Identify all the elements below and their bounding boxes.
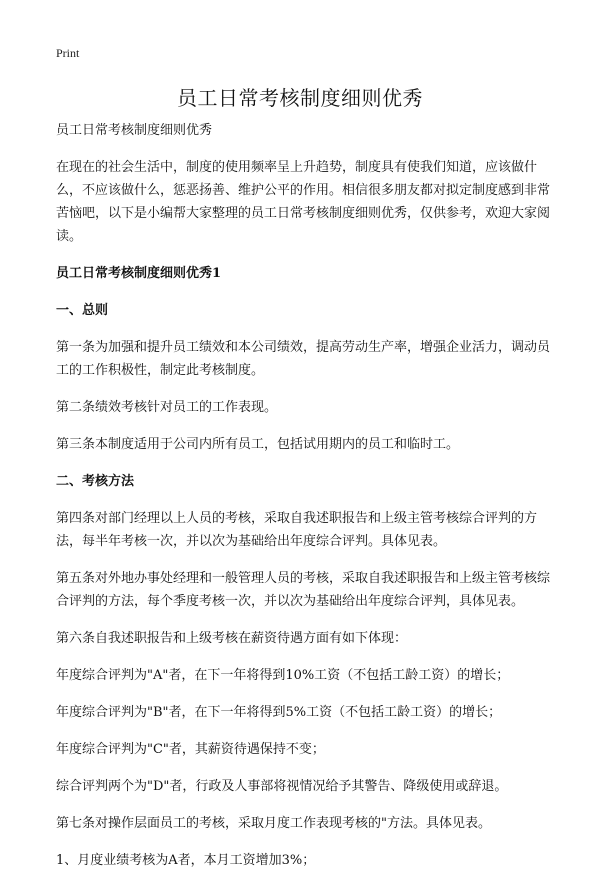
document-subtitle: 员工日常考核制度细则优秀 xyxy=(56,123,213,138)
rule-b: 年度综合评判为"B"者，在下一年将得到5%工资（不包括工龄工资）的增长； xyxy=(56,705,502,720)
part2-heading: 二、考核方法 xyxy=(56,474,135,489)
document-content xyxy=(56,119,552,886)
item-1: 1、月度业绩考核为A者，本月工资增加3%； xyxy=(56,853,316,868)
article-2: 第二条绩效考核针对员工的工作表现。 xyxy=(56,400,278,415)
article-6: 第六条自我述职报告和上级考核在薪资待遇方面有如下体现： xyxy=(56,631,408,646)
article-3: 第三条本制度适用于公司内所有员工，包括试用期内的员工和临时工。 xyxy=(56,437,460,452)
article-4: 第四条对部门经理以上人员的考核，采取自我述职报告和上级主管考核综合评判的方法，每半年考核一次，并以次为基础给出年度综合评判。具体见表。 xyxy=(56,511,538,549)
intro-paragraph: 在现在的社会生活中，制度的使用频率呈上升趋势，制度具有使我们知道，应该做什么，不应该做什么，惩恶扬善、维护公平的作用。相信很多朋友都对拟定制度感到非常苦恼吧，以下是小编帮大家整理的员工日常考核制度细则优秀，仅供参考，欢迎大家阅读。 xyxy=(56,160,551,244)
rule-a: 年度综合评判为"A"者，在下一年将得到10%工资（不包括工龄工资）的增长； xyxy=(56,668,510,683)
rule-d: 综合评判两个为"D"者，行政及人事部将视情况给予其警告、降级使用或辞退。 xyxy=(56,779,508,794)
part1-heading: 一、总则 xyxy=(56,303,109,318)
print-label: Print xyxy=(56,46,80,60)
section-heading: 员工日常考核制度细则优秀1 xyxy=(56,266,222,281)
article-7: 第七条对操作层面员工的考核，采取月度工作表现考核的"方法。具体见表。 xyxy=(56,816,491,831)
document-title: 员工日常考核制度细则优秀 xyxy=(177,86,423,110)
rule-c: 年度综合评判为"C"者，其薪资待遇保持不变； xyxy=(56,742,325,757)
article-5: 第五条对外地办事处经理和一般管理人员的考核，采取自我述职报告和上级主管考核综合评判的方法，每个季度考核一次，并以次为基础给出年度综合评判，具体见表。 xyxy=(56,571,551,609)
article-1: 第一条为加强和提升员工绩效和本公司绩效，提高劳动生产率，增强企业活力，调动员工的工作积极性，制定此考核制度。 xyxy=(56,340,551,378)
